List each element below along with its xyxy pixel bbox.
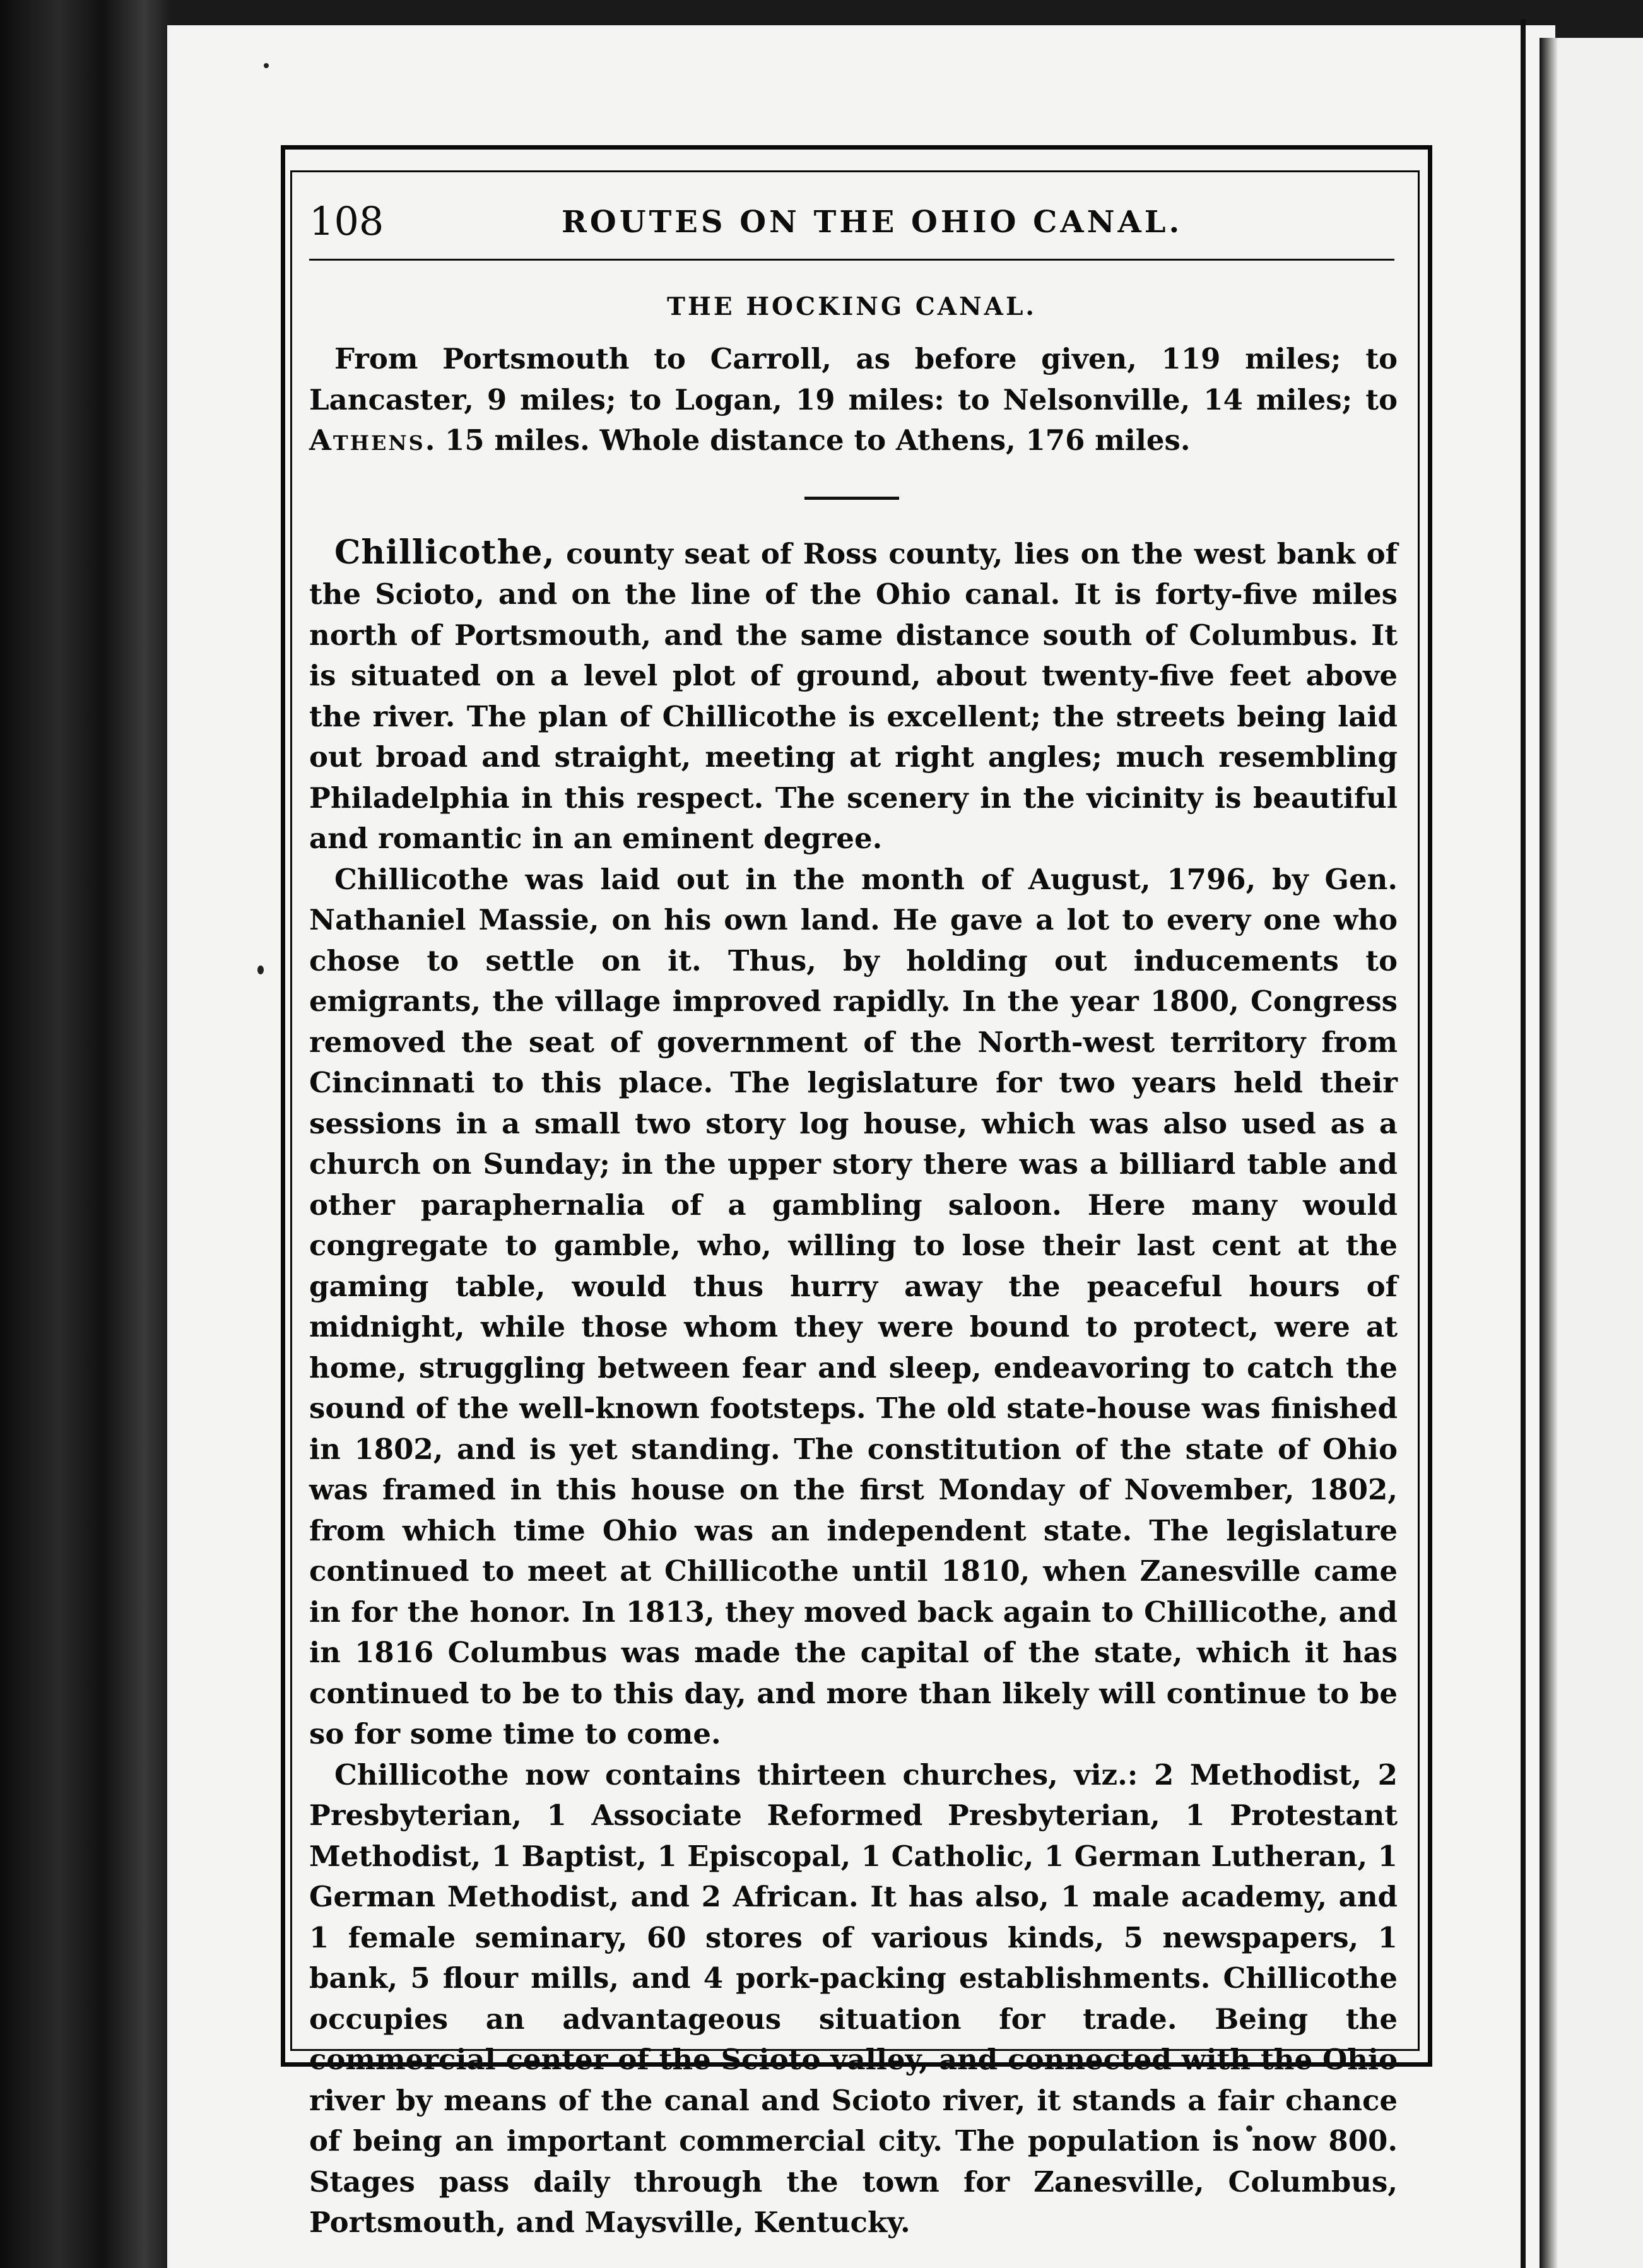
entry-paragraph-1	[309, 533, 1398, 859]
entry-name: Chillicothe,	[334, 533, 555, 572]
book-spine	[0, 0, 170, 2268]
route-distances	[309, 339, 1398, 461]
entry-paragraph-2: Chillicothe was laid out in the month of August, 1796, by Gen. Nathaniel Massie, on his own land. He gave a lot to every one who chose to settle on it. Thus, by holding out inducements to emigrants, the village improved rapidly. In the year 1800, Congress removed the seat of government of the North-west territory from Cincinnati to this place. The legislature for two years held their sessions in a small two story log house, which was also used as a church on Sunday; in the upper story there was a billiard table and other paraphernalia of a gambling saloon. Here many would congregate to gamble, who, willing to lose their last cent at the gaming table, would thus hurry away the peaceful hours of midnight, while those whom they were bound to protect, were at home, struggling between fear and sleep, endeavoring to catch the sound of the well-known footsteps. The old state-house was finished in 1802, and is yet standing. The constitution of the state of Ohio was framed in this house on the first Monday of November, 1802, from which time Ohio was an independent state. The legislature continued to meet at Chillicothe until 1810, when Zanesville came in for the honor. In 1813, they moved back again to Chillicothe, and in 1816 Columbus was made the capital of the state, which it has continued to be to this day, and more than likely will continue to be so for some time to come.	[309, 862, 1398, 1751]
entry-paragraph-3: Chillicothe now contains thirteen churches, viz.: 2 Methodist, 2 Presbyterian, 1 Associate Reformed Presbyterian, 1 Protestant Methodist, 1 Baptist, 1 Episcopal, 1 Catholic, 1 German Lutheran, 1 German Methodist, and 2 African. It has also, 1 male academy, and 1 female seminary, 60 stores of various kinds, 5 newspapers, 1 bank, 5 flour mills, and 4 pork-packing establishments. Chillicothe occupies an advantageous situation for trade. Being the commercial center of the Scioto valley, and connected with the Ohio river by means of the canal and Scioto river, it stands a fair chance of being an important commercial city. The population is now 800. Stages pass daily through the town for Zanesville, Columbus, Portsmouth, and Maysville, Kentucky.	[309, 1757, 1398, 2239]
section-heading: THE HOCKING CANAL.	[667, 292, 1037, 321]
running-title: ROUTES ON THE OHIO CANAL.	[562, 204, 1183, 240]
speck	[257, 966, 264, 974]
section-divider	[804, 497, 899, 500]
route-end: . 15 miles. Whole distance to Athens, 176 miles.	[425, 423, 1191, 457]
speck	[264, 63, 269, 68]
entry-text-1: county seat of Ross county, lies on the west bank of the Scioto, and on the line of the Ohio canal. It is forty-five miles north of Portsmouth, and the same distance south of Columbus. It is situated on a level plot of ground, about twenty-five feet above the river. The plan of Chillicothe is excellent; the streets being laid out broad and straight, meeting at right angles; much resembling Philadelphia in this respect. The scenery in the vicinity is beautiful and romantic in an eminent degree.	[309, 536, 1398, 855]
facing-page-edge	[1540, 38, 1643, 2268]
running-header	[309, 189, 1394, 261]
page-content	[309, 189, 1420, 2243]
route-athens: Athens	[309, 423, 425, 457]
route-text: From Portsmouth to Carroll, as before given, 119 miles; to Lancaster, 9 miles; to Logan, 19 miles: to Nelsonville, 14 miles; to	[309, 342, 1398, 416]
page-gutter-line	[1521, 19, 1526, 2268]
page-number: 108	[309, 198, 384, 244]
